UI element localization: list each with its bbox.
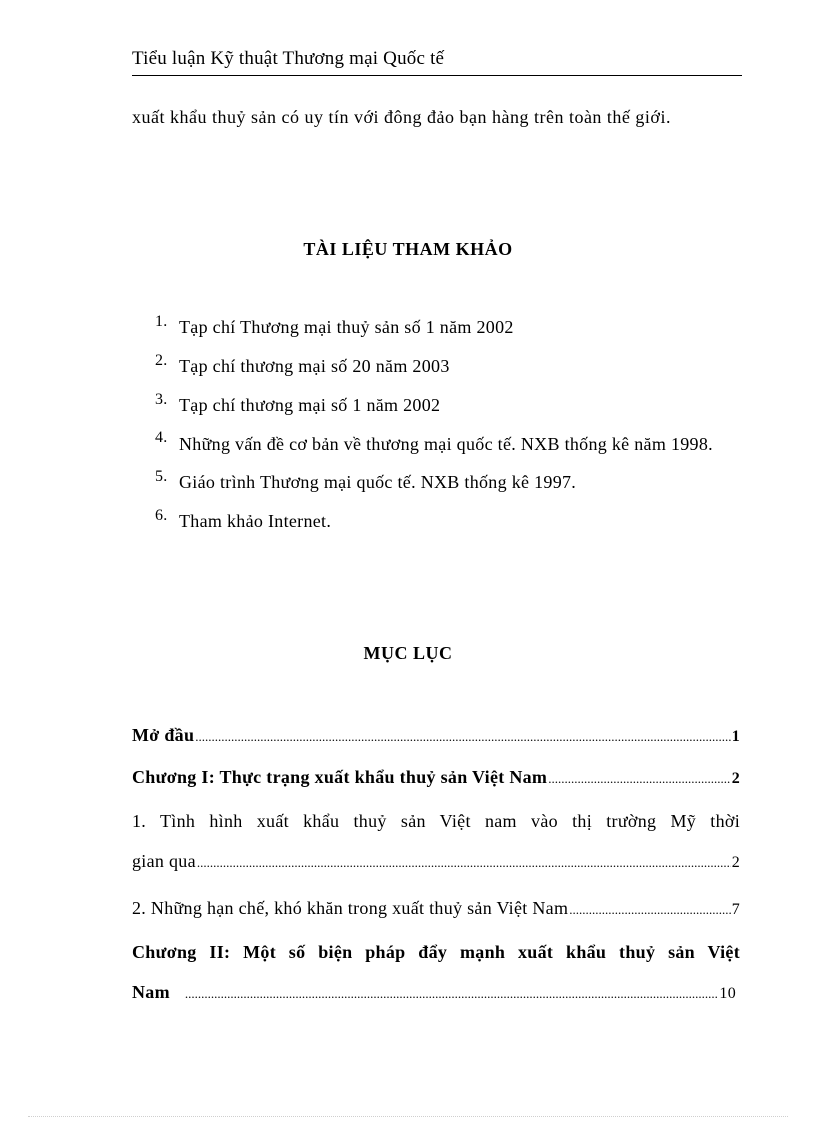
intro-paragraph: xuất khẩu thuỷ sản có uy tín với đông đảo bạn hàng trên toàn thế giới. bbox=[132, 107, 671, 127]
toc-leader-dots bbox=[197, 843, 731, 883]
toc-entry-chapter-1[interactable] bbox=[132, 757, 740, 799]
reference-text: Những vấn đề cơ bản về thương mại quốc tế. NXB thống kê năm 1998. bbox=[179, 434, 713, 454]
toc-page-number: 10 bbox=[719, 985, 736, 1002]
toc-leader-dots bbox=[569, 890, 730, 930]
reference-item bbox=[155, 425, 741, 463]
toc-page-number: 1 bbox=[731, 728, 740, 745]
footer-divider bbox=[28, 1116, 788, 1117]
reference-item bbox=[155, 308, 741, 347]
reference-number: 6. bbox=[155, 507, 168, 524]
toc-heading: MỤC LỤC bbox=[363, 643, 453, 663]
reference-number: 4. bbox=[155, 429, 168, 446]
toc-label: Chương II: Một số biện pháp đẩy mạnh xuất khẩu thuỷ sản Việt bbox=[132, 942, 740, 962]
toc-label: 1. Tình hình xuất khẩu thuỷ sản Việt nam vào thị trường Mỹ thời bbox=[132, 811, 740, 831]
page-header: Tiểu luận Kỹ thuật Thương mại Quốc tế bbox=[132, 48, 742, 76]
reference-number: 2. bbox=[155, 352, 168, 369]
toc-page-number: 2 bbox=[731, 854, 740, 871]
reference-text: Tạp chí thương mại số 1 năm 2002 bbox=[179, 395, 441, 415]
reference-text: Tạp chí Thương mại thuỷ sản số 1 năm 2002 bbox=[179, 317, 514, 337]
toc-label: 2. Những hạn chế, khó khăn trong xuất thuỷ sản Việt Nam bbox=[132, 898, 569, 918]
toc-leader-dots bbox=[548, 759, 730, 799]
reference-number: 3. bbox=[155, 391, 168, 408]
reference-number: 1. bbox=[155, 313, 168, 330]
reference-text: Tạp chí thương mại số 20 năm 2003 bbox=[179, 356, 450, 376]
reference-item bbox=[155, 386, 741, 425]
toc-page-number: 2 bbox=[731, 770, 740, 787]
references-heading: TÀI LIỆU THAM KHẢO bbox=[303, 239, 513, 259]
reference-item bbox=[155, 347, 741, 386]
toc-label: Chương I: Thực trạng xuất khẩu thuỷ sản Việt Nam bbox=[132, 767, 548, 787]
reference-text: Giáo trình Thương mại quốc tế. NXB thống kê 1997. bbox=[179, 472, 577, 492]
reference-item bbox=[155, 463, 741, 502]
toc-leader-dots bbox=[195, 717, 730, 757]
reference-text: Tham khảo Internet. bbox=[179, 511, 332, 531]
toc-leader-dots bbox=[185, 974, 718, 1014]
toc-entry-intro[interactable] bbox=[132, 715, 740, 757]
toc-label: Mở đầu bbox=[132, 725, 195, 745]
toc-entry-section-2[interactable] bbox=[132, 888, 740, 930]
table-of-contents bbox=[132, 715, 740, 1014]
references-list bbox=[155, 308, 741, 541]
toc-page-number: 7 bbox=[731, 901, 740, 918]
toc-label-continued: Nam bbox=[132, 982, 170, 1002]
toc-entry-section-1[interactable] bbox=[132, 801, 740, 883]
reference-number: 5. bbox=[155, 468, 168, 485]
toc-label-continued: gian qua bbox=[132, 851, 196, 871]
reference-item bbox=[155, 502, 741, 541]
toc-entry-chapter-2[interactable] bbox=[132, 932, 740, 1014]
